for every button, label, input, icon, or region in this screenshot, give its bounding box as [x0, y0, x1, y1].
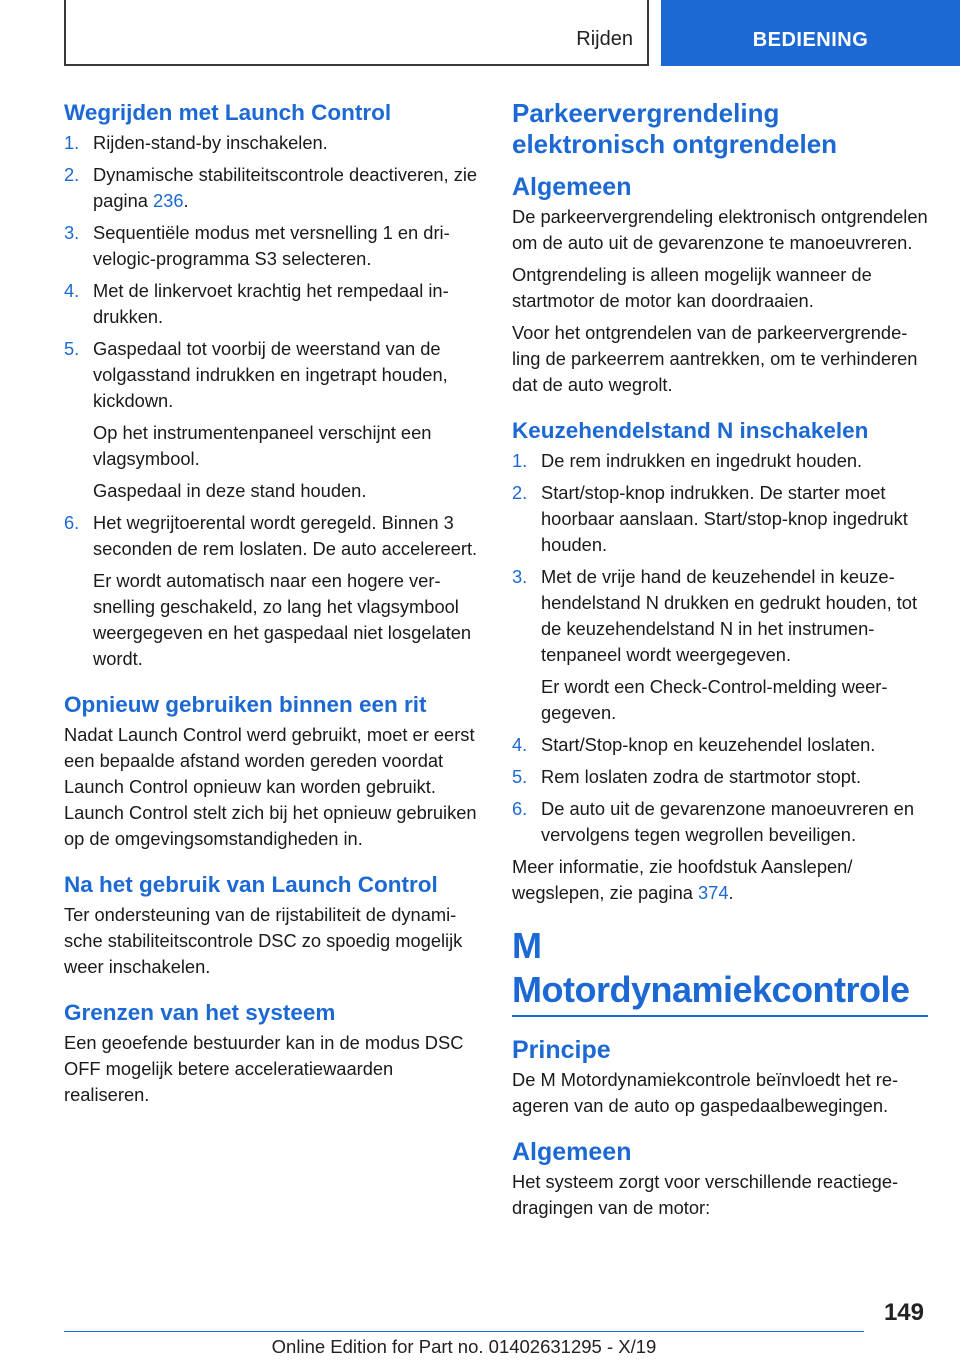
section-title: Na het gebruik van Launch Control [64, 872, 438, 897]
step-text: De rem indrukken en ingedrukt houden. [541, 450, 863, 471]
step-number: 3. [64, 222, 80, 243]
header-chapter-tab [661, 0, 960, 66]
section-limits [64, 998, 479, 1108]
more-info-end: . [728, 882, 734, 903]
paragraph: Een geoefende bestuurder kan in de modus DSC OFF mogelijk betere acceleratiewaarden realiseren. [64, 1032, 464, 1105]
list-item [512, 448, 928, 474]
section-after-use [64, 870, 479, 980]
header-chapter-label: BEDIENING [752, 29, 869, 51]
section-principe [512, 1035, 928, 1119]
list-item [512, 480, 928, 558]
header-section-box [64, 0, 649, 66]
section-title: Opnieuw gebruiken binnen een rit [64, 692, 427, 717]
step-note: Gaspedaal in deze stand houden. [93, 480, 367, 501]
subsection-title: Algemeen [512, 173, 632, 201]
step-note: Er wordt automatisch naar een hogere versnelling geschakeld, zo lang het vlagsymbool weergegeven en het gaspedaal niet losgelaten wordt. [93, 570, 472, 669]
section-reuse [64, 690, 479, 852]
step-text: Start/stop-knop indrukken. De starter moet hoorbaar aanslaan. Start/stop-knop ingedrukt houden. [541, 482, 908, 555]
page-link[interactable]: 236 [152, 190, 184, 211]
step-text: Rem loslaten zodra de startmotor stopt. [541, 766, 862, 787]
step-number: 4. [512, 734, 528, 755]
step-text: Gaspedaal tot voorbij de weerstand van de volgasstand indrukken en ingetrapt houden, kickdown. [93, 338, 448, 411]
step-text: Dynamische stabiliteitscontrole deactiveren, zie pagina [93, 164, 478, 211]
section-title: Keuzehendelstand N inschakelen [512, 418, 869, 443]
steps-list [64, 130, 479, 672]
step-note: Op het instrumentenpaneel verschijnt een vlagsymbool. [93, 422, 432, 469]
section-title: Wegrijden met Launch Control [64, 100, 392, 125]
steps-list [512, 448, 928, 848]
page-link[interactable]: 374 [698, 882, 729, 903]
section-neutral [512, 416, 928, 906]
step-text-end: . [183, 190, 189, 211]
list-item [64, 130, 479, 156]
paragraph: Het systeem zorgt voor verschillende reactiegedragingen van de motor: [512, 1171, 899, 1218]
section-algemeen [512, 1137, 928, 1221]
step-text: Met de linkervoet krachtig het rempedaal indrukken. [93, 280, 449, 327]
step-number: 1. [64, 132, 80, 153]
step-text: De auto uit de gevarenzone manoeuvreren en vervolgens tegen wegrollen beveiligen. [541, 798, 914, 845]
list-item [512, 764, 928, 790]
chapter-title: M Motordynamiekcontrole [512, 924, 928, 1017]
step-text: Sequentiële modus met versnelling 1 en drivelogic-programma S3 selecteren. [93, 222, 450, 269]
right-column [512, 98, 928, 1239]
step-number: 4. [64, 280, 80, 301]
step-text: Start/Stop-knop en keuzehendel loslaten. [541, 734, 876, 755]
step-text: Het wegrijtoerental wordt geregeld. Binnen 3 seconden de rem loslaten. De auto accelereert. [93, 512, 478, 559]
step-number: 5. [512, 766, 528, 787]
step-text: Met de vrije hand de keuzehendel in keuzehendelstand N drukken en gedrukt houden, tot de keuzehendelstand N in het instrumentenpaneel wordt weergegeven. [541, 566, 918, 665]
section-title: Principe [512, 1036, 611, 1064]
step-number: 3. [512, 566, 528, 587]
list-item [512, 564, 928, 726]
section-parking-general [512, 172, 928, 398]
list-item [64, 162, 479, 214]
paragraph: Ontgrendeling is alleen mogelijk wanneer de startmotor de motor kan doordraaien. [512, 264, 872, 311]
step-number: 1. [512, 450, 528, 471]
step-number: 6. [512, 798, 528, 819]
section-title-parking-lock: Parkeervergrendeling elektronisch ontgrendelen [512, 98, 838, 159]
section-title: Algemeen [512, 1138, 632, 1166]
step-note: Er wordt een Check-Control-melding weergegeven. [541, 676, 888, 723]
list-item [64, 278, 479, 330]
footer-edition: Online Edition for Part no. 01402631295 - X/19 [271, 1336, 657, 1357]
step-number: 2. [512, 482, 528, 503]
list-item [64, 510, 479, 672]
step-number: 2. [64, 164, 80, 185]
step-number: 5. [64, 338, 80, 359]
page-number: 149 [883, 1299, 924, 1326]
header-section-label: Rijden [576, 28, 633, 50]
left-column [64, 98, 479, 1126]
more-info-text: Meer informatie, zie hoofdstuk Aanslepen/ wegslepen, zie pagina [512, 856, 853, 903]
paragraph: De M Motordynamiekcontrole beïnvloedt het reageren van de auto op gaspedaalbewegingen. [512, 1069, 899, 1116]
list-item [512, 732, 928, 758]
section-launch-control [64, 98, 479, 672]
paragraph: Voor het ontgrendelen van de parkeervergrendeling de parkeerrem aantrekken, om te verhinderen dat de auto wegrolt. [512, 322, 918, 395]
step-number: 6. [64, 512, 80, 533]
paragraph-more-info [512, 854, 928, 906]
step-text: Rijden-stand-by inschakelen. [93, 132, 328, 153]
footer-divider [64, 1331, 864, 1332]
paragraph: De parkeervergrendeling elektronisch ontgrendelen om de auto uit de gevarenzone te manoeuvreren. [512, 206, 928, 253]
list-item [64, 336, 479, 504]
section-title: Grenzen van het systeem [64, 1000, 336, 1025]
list-item [64, 220, 479, 272]
list-item [512, 796, 928, 848]
paragraph: Nadat Launch Control werd gebruikt, moet er eerst een bepaalde afstand worden gereden voordat Launch Control opnieuw kan worden gebruikt. Launch Control stelt zich bij het opnieuw gebruiken op de omgevingsomstandigheden in. [64, 724, 477, 849]
paragraph: Ter ondersteuning van de rijstabiliteit de dynamische stabiliteitscontrole DSC zo spoedig mogelijk weer inschakelen. [64, 904, 463, 977]
